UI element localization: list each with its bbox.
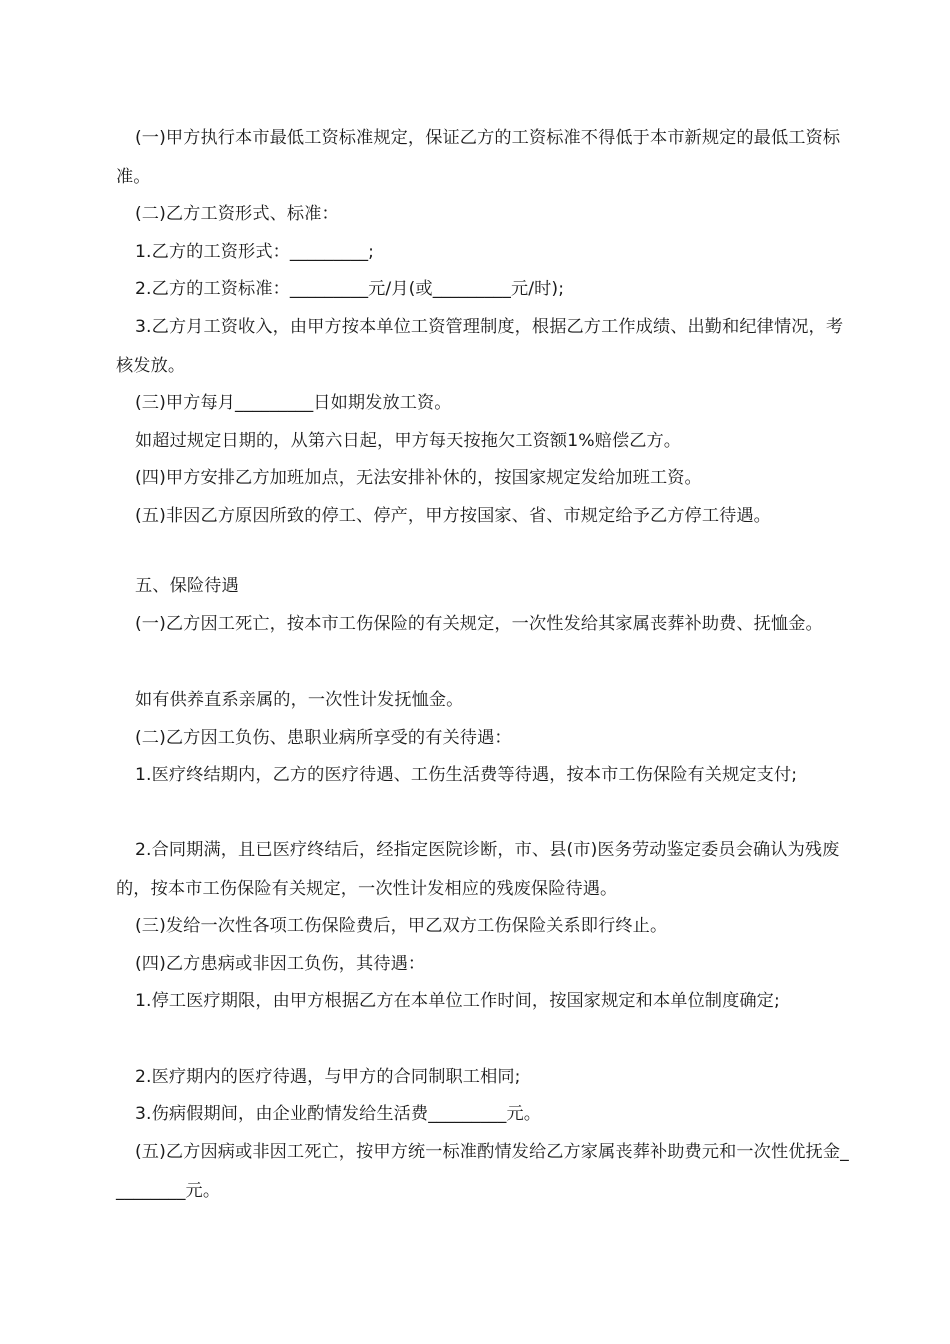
clause-4-2: (二)乙方工资形式、标准： (135, 204, 339, 224)
clause-5-4-1: 1.停工医疗期限，由甲方根据乙方在本单位工作时间，按国家规定和本单位制度确定; (135, 991, 780, 1011)
clause-4-4: (四)甲方安排乙方加班加点，无法安排补休的，按国家规定发给加班工资。 (135, 468, 702, 488)
clause-5-4: (四)乙方患病或非因工负伤，其待遇： (135, 954, 426, 974)
section-5-heading: 五、保险待遇 (135, 576, 239, 596)
clause-5-1: (一)乙方因工死亡，按本市工伤保险的有关规定，一次性发给其家属丧葬补助费、抚恤金。 (135, 614, 823, 634)
clause-4-2-3: 3.乙方月工资收入，由甲方按本单位工资管理制度，根据乙方工作成绩、出勤和纪律情况，考核发放。 (116, 317, 844, 376)
clause-4-5: (五)非因乙方原因所致的停工、停产，甲方按国家、省、市规定给予乙方停工待遇。 (135, 506, 771, 526)
clause-5-1-note: 如有供养直系亲属的，一次性计发抚恤金。 (135, 690, 464, 710)
clause-4-3: (三)甲方每月_________日如期发放工资。 (135, 393, 452, 413)
clause-4-2-1: 1.乙方的工资形式：_________; (135, 242, 375, 262)
clause-4-3-note: 如超过规定日期的，从第六日起，甲方每天按拖欠工资额1%赔偿乙方。 (135, 431, 682, 451)
clause-5-3: (三)发给一次性各项工伤保险费后，甲乙双方工伤保险关系即行终止。 (135, 916, 668, 936)
clause-5-4-2: 2.医疗期内的医疗待遇，与甲方的合同制职工相同; (135, 1067, 521, 1087)
clause-4-1: (一)甲方执行本市最低工资标准规定，保证乙方的工资标准不得低于本市新规定的最低工资标准。 (116, 128, 841, 187)
clause-4-2-2: 2.乙方的工资标准：_________元/月(或_________元/时); (135, 279, 565, 299)
clause-5-2: (二)乙方因工负伤、患职业病所享受的有关待遇： (135, 728, 512, 748)
clause-5-4-3: 3.伤病假期间，由企业酌情发给生活费_________元。 (135, 1104, 542, 1124)
clause-5-2-1: 1.医疗终结期内，乙方的医疗待遇、工伤生活费等待遇，按本市工伤保险有关规定支付; (135, 765, 798, 785)
clause-5-5: (五)乙方因病或非因工死亡，按甲方统一标准酌情发给乙方家属丧葬补助费元和一次性优抚金_________元。 (116, 1142, 849, 1201)
clause-5-2-2: 2.合同期满，且已医疗终结后，经指定医院诊断，市、县(市)医务劳动鉴定委员会确认为残废的，按本市工伤保险有关规定，一次性计发相应的残废保险待遇。 (116, 840, 840, 899)
